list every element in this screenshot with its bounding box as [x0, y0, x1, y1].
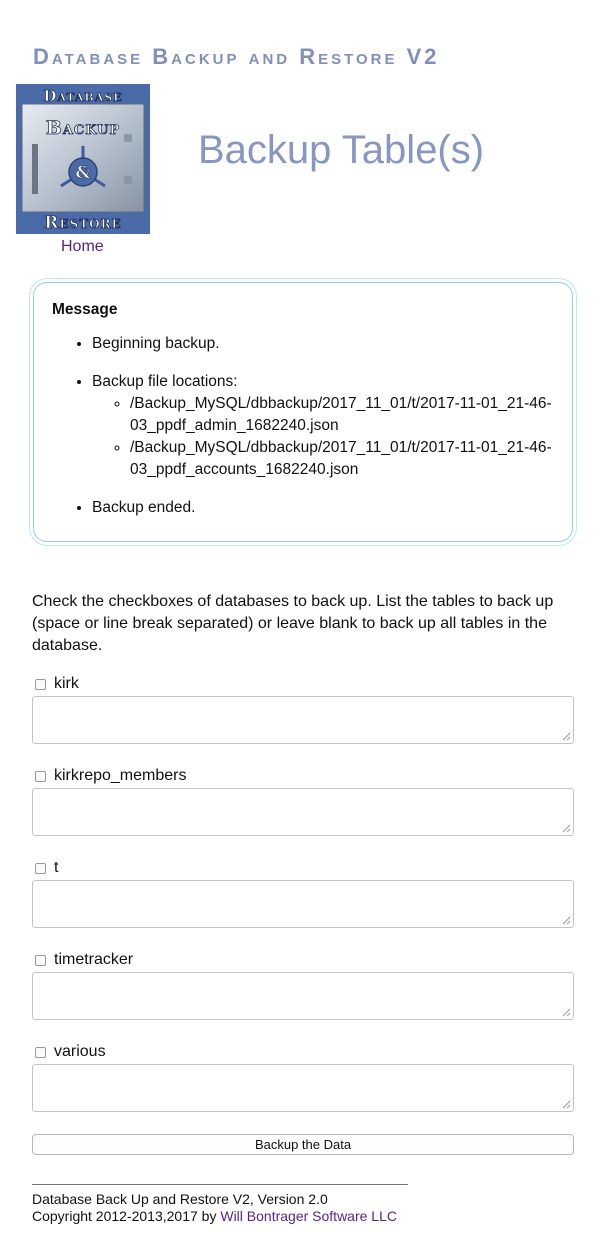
footer: [32, 1191, 397, 1225]
copyright-text: Copyright 2012-2013,2017 by: [32, 1208, 217, 1224]
database-option[interactable]: [32, 766, 574, 786]
instructions: Check the checkboxes of databases to back up. List the tables to back up (space or line break separated) or leave blank to back up all tables in the database.: [32, 593, 554, 654]
tables-textarea[interactable]: [32, 1064, 574, 1112]
database-option[interactable]: [32, 1042, 574, 1062]
tables-textarea[interactable]: [32, 880, 574, 928]
database-option[interactable]: [32, 950, 574, 970]
home-link[interactable]: Home: [61, 238, 104, 255]
database-entry-timetracker: [32, 950, 574, 1020]
database-checkbox[interactable]: [35, 1047, 46, 1058]
database-entry-t: [32, 858, 574, 928]
tables-textarea[interactable]: [32, 696, 574, 744]
tables-textarea[interactable]: [32, 788, 574, 836]
message-list: [52, 333, 554, 519]
app-title: Database Backup and Restore V2: [33, 44, 440, 69]
footer-divider: [32, 1184, 408, 1185]
resize-handle-icon[interactable]: [562, 1100, 571, 1109]
backup-submit-button[interactable]: Backup the Data: [32, 1134, 574, 1155]
message-item: [92, 497, 554, 519]
logo-text-database: Database: [43, 87, 123, 105]
logo-text-backup: Backup: [45, 117, 121, 139]
resize-handle-icon[interactable]: [562, 916, 571, 925]
database-checkbox[interactable]: [35, 771, 46, 782]
message-box: [33, 282, 573, 542]
database-checkbox[interactable]: [35, 955, 46, 966]
page-title: Backup Table(s): [198, 128, 485, 172]
file-location-list: [92, 393, 554, 481]
resize-handle-icon[interactable]: [562, 824, 571, 833]
database-name: kirk: [54, 675, 79, 692]
database-entry-kirk: [32, 674, 574, 744]
database-option[interactable]: [32, 674, 574, 694]
database-name: kirkrepo_members: [54, 767, 187, 784]
database-entry-various: [32, 1042, 574, 1112]
message-text: Beginning backup.: [92, 335, 220, 352]
message-title: Message: [52, 301, 118, 318]
database-entry-kirkrepo-members: [32, 766, 574, 836]
tables-textarea[interactable]: [32, 972, 574, 1020]
database-name: t: [54, 859, 59, 876]
database-option[interactable]: [32, 858, 574, 878]
footer-copyright: [32, 1208, 397, 1225]
file-location: ◦ /Backup_MySQL/dbbackup/2017_11_01/t/2017-11-01_21-46-03_ppdf_accounts_1682240.json: [130, 437, 554, 481]
resize-handle-icon[interactable]: [562, 1008, 571, 1017]
logo-amp: &: [75, 163, 91, 183]
company-link[interactable]: Will Bontrager Software LLC: [220, 1208, 397, 1224]
database-checkbox[interactable]: [35, 863, 46, 874]
message-text: Backup ended.: [92, 499, 196, 516]
database-checkbox[interactable]: [35, 679, 46, 690]
logo: [16, 84, 150, 234]
message-item: [92, 333, 554, 355]
footer-version: Database Back Up and Restore V2, Version 2.0: [32, 1191, 328, 1207]
logo-text-restore: Restore: [44, 213, 122, 233]
database-name: timetracker: [54, 951, 134, 968]
message-item: [92, 371, 554, 481]
file-location: ◦ /Backup_MySQL/dbbackup/2017_11_01/t/2017-11-01_21-46-03_ppdf_admin_1682240.json: [130, 393, 554, 437]
resize-handle-icon[interactable]: [562, 732, 571, 741]
database-name: various: [54, 1043, 106, 1060]
message-text: Backup file locations:: [92, 373, 238, 390]
